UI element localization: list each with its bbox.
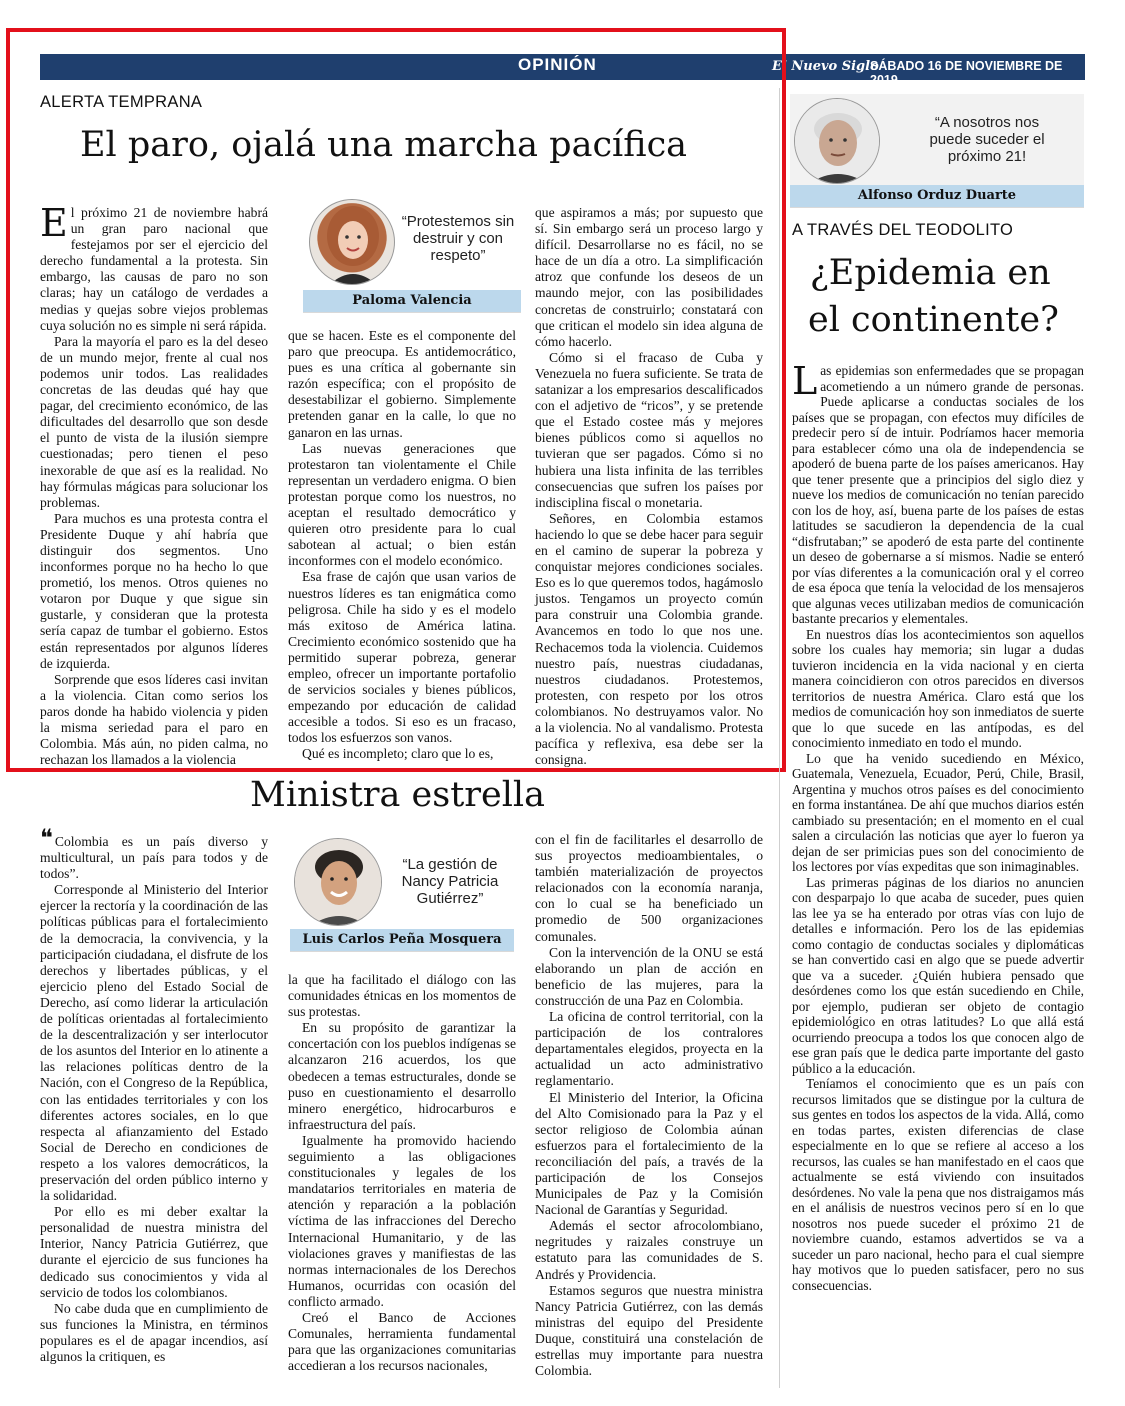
paragraph: El Ministerio del Interior, la Oficina del Alto Comisionado para la Paz y el sector religioso de Colombia aúnan esfuerzos para el fortalecimiento de la reconciliación del país, a través de la participación de los Consejos Municipales de Paz y la Comisión Nacional de Garantías y Seguridad. xyxy=(535,1089,763,1218)
paragraph: Qué es incompleto; claro que lo es, xyxy=(302,746,494,762)
paragraph: Igualmente ha promovido haciendo seguimiento a las obligaciones constitucionales y legales de los mandatarios territoriales en materia de atención y reparación a la población víctima de las infracciones del Derecho Internacional Humanitario, y de las violaciones graves y manifiestas de las normas internacionales de los Derechos Humanos, ocurridas con ocasión del conflicto armado. xyxy=(288,1132,516,1309)
column-divider xyxy=(779,88,780,1388)
paragraph: Teníamos el conocimiento que es un país con recursos limitados que se distingue por la cultura de sus gentes en todos los aspectos de la vida. Allá, como en todas partes, existen diferencias de clase especialmente en lo que se refiere al acceso a los recursos, las cuales se han manifestado en el caos que actualmente se está viviendo con insuitados desórdenes. No vale la pena que nos distraigamos más en el análisis de nuestros vecinos pero sí en lo que nosotros nos puede suceder el próximo 21 de noviembre cuando, estamos advertidos se va a suceder un paro nacional, hecho para el cual siempre hay motivos que lo pueden satisfacer, pero no sus consecuencias. xyxy=(792,1076,1084,1293)
paragraph: No cabe duda que en cumplimiento de sus funciones la Ministra, en términos populares es el de apagar incendios, así algunos la critiquen, es xyxy=(40,1300,268,1364)
author-photo xyxy=(794,98,880,184)
paragraph: Esa frase de cajón que usan varios de nuestros líderes es tan enigmática como peligrosa. Chile ha sido y es el modelo más exitoso de América latina. Crecimiento económico sostenido que ha permitido superar pobreza, generar empleo, ofrecer un importante portafolio de servicios sociales y bienes públicos, empezando por educación de calidad accesible a todos. Si eso es un fracaso, todos los esfuerzos son vanos. xyxy=(288,569,516,746)
article2-pull-quote xyxy=(290,834,514,952)
paragraph: con el fin de facilitarles el desarrollo de sus proyectos medioambientales, o también materialización de proyectos relacionados con la economía naranja, con lo cual se ha beneficiado un promedio de 500 organizaciones comunales. xyxy=(535,832,763,944)
paragraph: Estamos seguros que nuestra ministra Nancy Patricia Gutiérrez, con las demás ministras del equipo del Presidente Duque, constituirá una constelación de estrellas muy importante para nuestra Colombia. xyxy=(535,1282,763,1379)
author-photo xyxy=(294,838,382,926)
article3-headline-line-1: ¿Epidemia en xyxy=(810,253,1051,293)
paragraph: En su propósito de garantizar la concertación con los pueblos indígenas se alcanzaron 216 acuerdos, los que obedecen a temas estructurales, donde se puso en cuestionamiento el desarrollo minero energético, hidrocarburos e infraestructura del país. xyxy=(288,1020,516,1132)
article2-column-1 xyxy=(40,826,268,1365)
paragraph: Sorprende que esos líderes casi invitan a la violencia. Citan como serios los paros donde ha habido violencia y piden la misma seriedad para el paro en Colombia. Más aún, no piden calma, no rechazan los llamados a la violencia xyxy=(40,671,268,768)
paragraph: En nuestros días los acontecimientos son aquellos sobre los cuales hay memoria; sin lugar a dudas tuvieron incidencia en la vida nacional y en cierta manera coincidieron con otros parecidos en diversos territorios de nuestra América. Claro está que los medios de comunicación hoy son inmediatos de suerte que lo que sucede en las antípodas, es del conocimiento inmediato en todo el mundo. xyxy=(792,626,1084,750)
issue-date: SÁBADO 16 DE NOVIEMBRE DE 2019 xyxy=(870,59,1063,87)
newspaper-name: El Nuevo Siglo xyxy=(772,59,879,74)
article1-headline: El paro, ojalá una marcha pacífica xyxy=(80,125,688,165)
author-name: Paloma Valencia xyxy=(303,290,521,312)
article2-column-2 xyxy=(288,972,516,1374)
paragraph: Por ello es mi deber exaltar la personalidad de nuestra ministra del Interior, Nancy Patricia Gutiérrez, que durante el ejercicio de sus funciones ha dedicado sus conocimientos y vida al servicio de todos los colombianos. xyxy=(40,1204,268,1300)
article2-column-3 xyxy=(535,832,763,1379)
article3-headline-line-2: el continente? xyxy=(808,300,1059,340)
author-name: Luis Carlos Peña Mosquera xyxy=(290,929,514,951)
paragraph: Las nuevas generaciones que protestaron tan violentamente el Chile representan un verdadero enigma. O bien protestan porque como los nuestros, no aceptan el resultado democrático y quieren otro presidente para lo cual sabotean al actual; o bien están inconformes con el modelo económico. xyxy=(288,440,516,569)
paragraph: Señores, en Colombia estamos haciendo lo que se debe hacer para seguir en el camino de superar la pobreza y conquistar mejores condiciones sociales. Eso es lo que queremos todos, hagámoslo justos. Tengamos un proyecto común para construir una Colombia grande. Avancemos en todo lo que nos une. Rechacemos toda la violencia. Cuidemos nuestro país, nuestras ciudadanas, nuestros ciudadanos. Protestemos, protesten, con respeto por los otros colombianos. No destruyamos valor. No a la violencia. No al vandalismo. Protesta pacífica y reflexiva, esa debe ser la consigna. xyxy=(535,510,763,768)
man-portrait-icon xyxy=(295,839,382,926)
article1-kicker: ALERTA TEMPRANA xyxy=(40,93,203,111)
paragraph: Además el sector afrocolombiano, negritudes y raizales construye un estatuto para las comunidades de S. Andrés y Providencia. xyxy=(535,1218,763,1282)
paragraph: Corresponde al Ministerio del Interior ejercer la rectoría y la coordinación de las políticas públicas para el fortalecimiento de la democracia, la convivencia, y la participación ciudadana, el disfrute de los derechos y libertades públicas, y el ejercicio pleno del Estado Social de Derecho, así como liderar la articulación de políticas orientadas al fortalecimiento de la descentralización y ser interlocutor de los asuntos del Interior en lo atinente a las relaciones políticas dentro de la Nación, con el Congreso de la República, con las entidades territoriales y con los diferentes actores sociales, en lo que respecta al afianzamiento del Estado Social de Derecho en condiciones de respeto a los valores democráticos, la preservación del orden público interno y la solidaridad. xyxy=(40,882,268,1204)
paragraph: Cómo si el fracaso de Cuba y Venezuela no fuera suficiente. Se trata de satanizar a los empresarios descalificados con el adjetivo de “ricos”, y se pretende que el Estado costee más y mejores bienes públicos como si aquellos no tuvieran que ser pagados. Cómo si no hubiera una lista infinita de las terribles consecuencias que sufren los países por indisciplina fiscal o monetaria. xyxy=(535,349,763,510)
paragraph: Colombia es un país diverso y multicultural, un país para todos y de todos”. xyxy=(40,834,268,882)
pull-quote-text: “Protestemos sin destruir y con respeto” xyxy=(401,213,515,264)
paragraph: que aspiramos a más; por supuesto que sí. Sin embargo será un proceso largo y difícil. Desarrollarse no es fácil, no se hace de un día a otro. La simplificación atroz que confunde los deseos de un maundo mejor, con las posibilidades concretas de construirlo; constatará con que critican el modelo sin idea alguna de cómo hacerlo. xyxy=(535,205,763,349)
paragraph: Las primeras páginas de los diarios no anuncien con desparpajo lo que acaba de suceder, pues quien las lee ya se ha enterado por otras vías con lujo de detalles e información. Pero los de las epidemias como contagio de conductas sociales y diplomáticas se han convertido casi en algo que se puede advertir que va a suceder. ¿Quién hubiera pensado que desórdenes como los que están sucediendo en Chile, por ejemplo, pudieran ser objeto de contagio epidemiológico en otras latitudes? Lo que allá está ocurriendo preocupa a todos los que conocen algo de ese gran país que le dedica parte importante del gasto público a la educación. xyxy=(792,874,1084,1076)
paragraph: Con la intervención de la ONU se está elaborando un plan de acción en beneficio de las mujeres, para la construcción de una Paz en Colombia. xyxy=(535,944,763,1008)
paragraph: l próximo 21 de noviembre habrá un gran paro nacional que festejamos por ser el ejercicio del derecho fundamental a la protesta. Sin embargo, las causas de paro no son claras; hay un catálogo de verdades a medias y quejas sobre viejos problemas cuya solución no es simple ni será rápida. xyxy=(40,205,268,333)
article3-kicker: A TRAVÉS DEL TEODOLITO xyxy=(792,221,1014,239)
paragraph: la que ha facilitado el diálogo con las comunidades étnicas en los momentos de sus protestas. xyxy=(288,972,516,1020)
paragraph: as epidemias son enfermedades que se propagan acometiendo a un número grande de personas. Puede aplicarse a conductas sociales de los países que se propagan, con efectos muy difíciles de predecir pero sí de intuir. Podríamos hacer memoria para establecer cómo una ola de independencia se apoderó de buena parte de los países americanos. Hay que tener presente que a principios del siglo diez y nueve los medios de comunicación no tenían parecido con los de hoy, así, buena parte de los países de estas latitudes se sacudieron la dependencia de la cual “disfrutaban;” se apoderó de esta parte del continente un deseo de gobernarse a sí mismos. Nadie se enteró por vías diferentes a la comunicación oral y el correo de esa época que tenía la velocidad de los mensajeros que algunas veces utilizaban medios de comunicación bastante precarios y elementales. xyxy=(792,363,1084,626)
section-label: OPINIÓN xyxy=(518,55,597,74)
paragraph: que se hacen. Este es el componente del paro que preocupa. Es antidemocrático, pues es una crítica al gobernante sin razón específica; con el propósito de desestabilizar el gobierno. Simplemente pretenden ganar en la calle, lo que no ganaron en las urnas. xyxy=(288,328,516,440)
elderly-man-portrait-icon xyxy=(795,99,880,184)
page-number: 9A xyxy=(1098,54,1123,75)
author-name: Alfonso Orduz Duarte xyxy=(790,185,1084,207)
quote-mark-icon: ❝ xyxy=(40,826,53,852)
paragraph: Para la mayoría el paro es la del deseo de un mundo mejor, frente al cual nos podemos unir todos. Las realidades concretas de las deudas qué hay que pagar, del crecimiento económico, de las dificultades del desarrollo que son desde el punto de vista de la ilusión siempre cuestionadas; pero tienen el peso inexorable de que así es la realidad. No hay fórmulas mágicas para solucionar los problemas. xyxy=(40,333,268,510)
pull-quote-text: “La gestión de Nancy Patricia Gutiérrez” xyxy=(401,856,499,907)
article3-pull-quote xyxy=(790,94,1084,208)
dropcap: L xyxy=(792,359,818,403)
paragraph: Lo que ha venido sucediendo en México, Guatemala, Venezuela, Ecuador, Perú, Chile, Brasil, Argentina y muchos otros países es del conocimiento en forma instantánea. De ahí que muchos diarios estén cambiado su presentación; en el momento en el cual salen a circulación las noticias que ayer lo fueron ya dejan de ser primicias pues son del conocimiento de los lectores por vías expeditas que son inimaginables. xyxy=(792,750,1084,874)
article2-headline: Ministra estrella xyxy=(250,775,545,815)
pull-quote-text: “A nosotros nos puede suceder el próximo 21! xyxy=(929,114,1045,165)
paragraph: Creó el Banco de Acciones Comunales, herramienta fundamental para que las organizaciones comunitarias accedieran a los recursos nacionales, xyxy=(288,1309,516,1374)
article3-column xyxy=(792,359,1084,1293)
dropcap: E xyxy=(40,201,68,245)
paragraph: Para muchos es una protesta contra el Presidente Duque y ahí habría que distinguir dos segmentos. Uno inconformes porque no ha hecho lo que prometió, los menos. Otros quienes no votaron por Duque y que sigue sin gustarle, y consideran que la protesta sería capaz de tumbar el gobierno. Estos están representados por algunos líderes de izquierda. xyxy=(40,510,268,671)
paragraph: La oficina de control territorial, con la participación de los contralores departamentales elegidos, proyecta en la actualidad un acto administrativo reglamentario. xyxy=(535,1009,763,1089)
highlight-box xyxy=(6,28,786,772)
